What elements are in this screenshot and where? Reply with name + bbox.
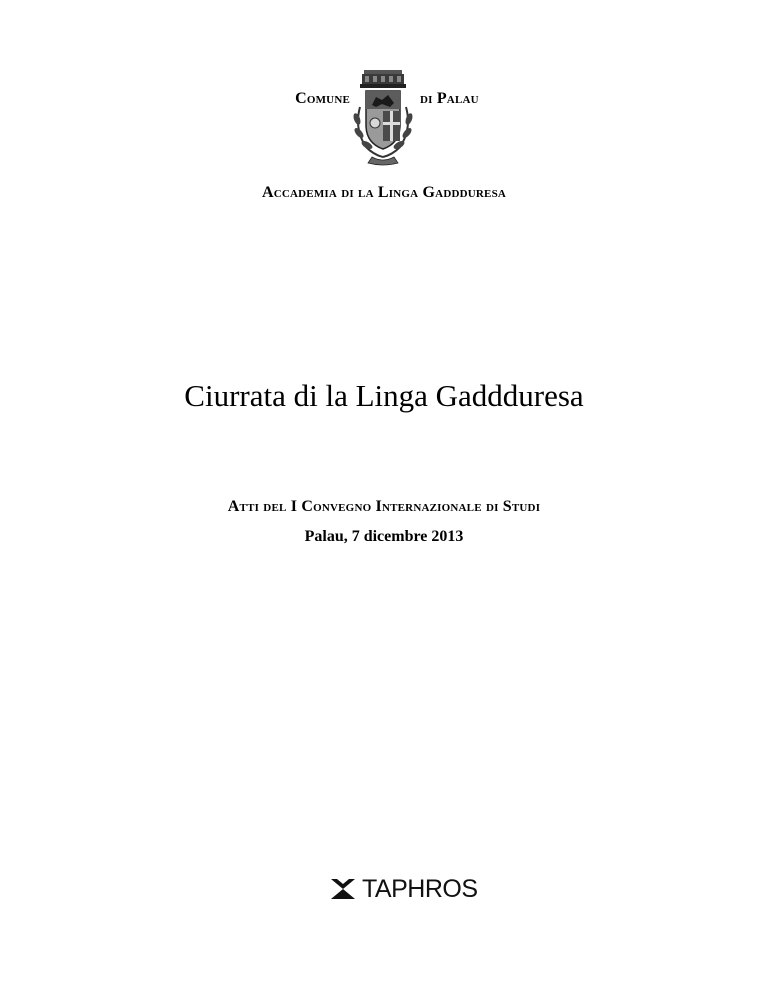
municipal-coat-of-arms-icon [342, 67, 424, 167]
conference-date-place: Palau, 7 dicembre 2013 [304, 528, 464, 545]
hourglass-logo-icon [330, 877, 356, 901]
page-title: Ciurrata di la Linga Gaddduresa [184, 378, 584, 413]
academy-name: Accademia di la Linga Gaddduresa [261, 184, 507, 201]
publisher-logo [330, 875, 478, 903]
header-right-text: di Palau [420, 90, 479, 107]
header-left-text: Comune [295, 90, 350, 107]
publisher-name: TAPHROS [362, 874, 478, 903]
conference-proceedings-subtitle: Atti del I Convegno Internazionale di Studi [227, 498, 541, 515]
